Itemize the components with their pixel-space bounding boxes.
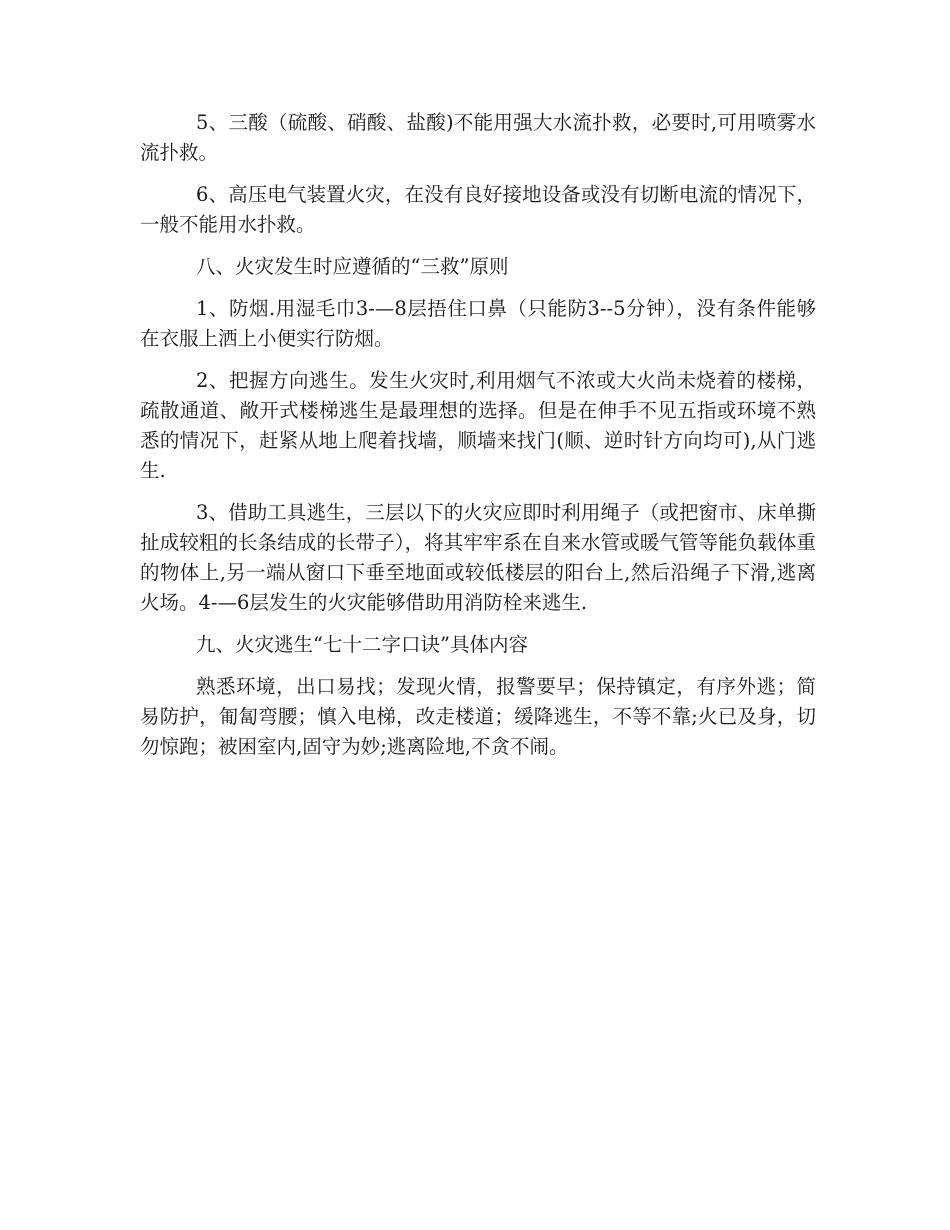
paragraph-escape-rhyme: 熟悉环境，出口易找；发现火情，报警要早；保持镇定，有序外逃；简易防护，匍匐弯腰；慎入电梯，改走楼道；缓降逃生，不等不靠;火已及身，切勿惊跑；被困室内,固守为妙;逃离险地,不贪不闹。 xyxy=(140,675,816,758)
paragraph-tool-escape: 3、借助工具逃生，三层以下的火灾应即时利用绳子（或把窗市、床单撕扯成较粗的长条结成的长带子），将其牢牢系在自来水管或暖气管等能负载体重的物体上,另一端从窗口下垂至地面或较低楼层的阳台上,然后沿绳子下滑,逃离火场。4-—6层发生的火灾能够借助用消防栓来逃生. xyxy=(140,501,816,614)
section-heading-three-rescue: 八、火灾发生时应遵循的“三救”原则 xyxy=(196,255,509,278)
paragraph-smoke-protection: 1、防烟.用湿毛巾3-—8层捂住口鼻（只能防3--5分钟），没有条件能够在衣服上洒上小便实行防烟。 xyxy=(140,297,816,350)
paragraph-electrical-fire: 6、高压电气装置火灾，在没有良好接地设备或没有切断电流的情况下，一般不能用水扑救。 xyxy=(140,183,816,236)
document-body xyxy=(140,108,816,774)
paragraph-acid-fire: 5、三酸（硫酸、硝酸、盐酸)不能用强大水流扑救，必要时,可用喷雾水流扑救。 xyxy=(140,111,816,164)
section-heading-escape-rhyme: 九、火灾逃生“七十二字口诀”具体内容 xyxy=(196,633,528,656)
paragraph-escape-direction: 2、把握方向逃生。发生火灾时,利用烟气不浓或大火尚未烧着的楼梯，疏散通道、敞开式楼梯逃生是最理想的选择。但是在伸手不见五指或环境不熟悉的情况下，赶紧从地上爬着找墙，顺墙来找门(顺、逆时针方向均可),从门逃生. xyxy=(140,369,816,482)
